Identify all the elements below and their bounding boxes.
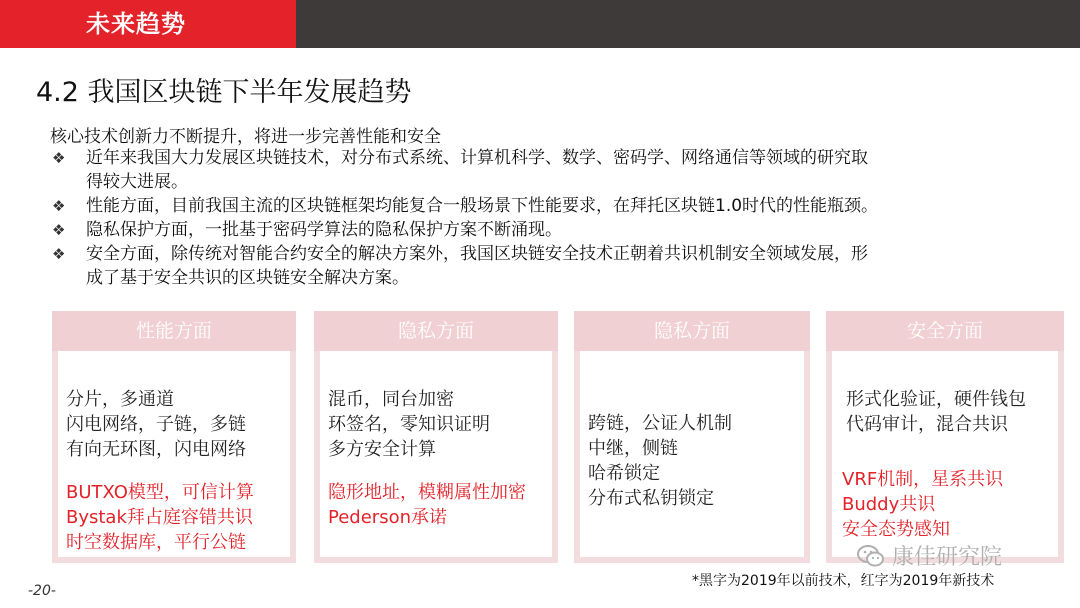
bullet-text: 性能方面，目前我国主流的区块链框架均能复合一般场景下性能要求，在拜托区块链1.0时代的性能瓶颈。 bbox=[86, 196, 879, 216]
card-title: 安全方面 bbox=[826, 311, 1064, 351]
card-red-list bbox=[66, 480, 286, 555]
slide-subtitle: 核心技术创新力不断提升，将进一步完善性能和安全 bbox=[50, 127, 441, 147]
card-item: 跨链，公证人机制 bbox=[588, 413, 732, 434]
card-black-list bbox=[588, 411, 800, 511]
bullet-text: 近年来我国大力发展区块链技术，对分布式系统、计算机科学、数学、密码学、网络通信等领域的研究取 bbox=[86, 148, 868, 168]
card-item: 哈希锁定 bbox=[588, 463, 660, 484]
bullet-item bbox=[50, 218, 1060, 242]
card-item: 有向无环图，闪电网络 bbox=[66, 439, 246, 460]
card-privacy-2 bbox=[574, 311, 810, 563]
bullet-text: 成了基于安全共识的区块链安全解决方案。 bbox=[86, 268, 409, 288]
card-item: 隐形地址，模糊属性加密 bbox=[328, 482, 526, 503]
page-number: -20- bbox=[28, 583, 56, 599]
card-title: 隐私方面 bbox=[314, 311, 558, 351]
watermark bbox=[856, 540, 1002, 571]
bullet-list bbox=[50, 146, 1060, 290]
card-item: 时空数据库，平行公链 bbox=[66, 532, 246, 553]
card-item: 多方安全计算 bbox=[328, 439, 436, 460]
diamond-bullet-icon: ❖ bbox=[52, 245, 66, 263]
card-black-list bbox=[66, 387, 286, 462]
card-item: 环签名，零知识证明 bbox=[328, 414, 490, 435]
bullet-item bbox=[50, 242, 1060, 290]
card-item: Buddy共识 bbox=[842, 494, 936, 515]
bullet-text: 安全方面，除传统对智能合约安全的解决方案外，我国区块链安全技术正朝着共识机制安全领域发展，形 bbox=[86, 244, 868, 264]
card-item: Bystak拜占庭容错共识 bbox=[66, 507, 253, 528]
watermark-text: 康佳研究院 bbox=[892, 545, 1003, 570]
slide-title: 4.2 我国区块链下半年发展趋势 bbox=[36, 77, 412, 108]
section-label: 未来趋势 bbox=[0, 0, 296, 48]
card-item: 形式化验证，硬件钱包 bbox=[846, 389, 1026, 410]
diamond-bullet-icon: ❖ bbox=[52, 221, 66, 239]
card-item: 中继，侧链 bbox=[588, 438, 678, 459]
bullet-text: 隐私保护方面，一批基于密码学算法的隐私保护方案不断涌现。 bbox=[86, 220, 562, 240]
card-item: Pederson承诺 bbox=[328, 507, 447, 528]
card-item: 分片，多通道 bbox=[66, 389, 174, 410]
footnote: *黑字为2019年以前技术，红字为2019年新技术 bbox=[692, 573, 995, 589]
card-red-list bbox=[328, 480, 548, 530]
diamond-bullet-icon: ❖ bbox=[52, 149, 66, 167]
card-black-list bbox=[846, 387, 1054, 437]
card-item: BUTXO模型，可信计算 bbox=[66, 482, 254, 503]
card-item: 安全态势感知 bbox=[842, 519, 950, 540]
card-item: 代码审计，混合共识 bbox=[846, 414, 1008, 435]
card-title: 隐私方面 bbox=[574, 311, 810, 351]
card-performance bbox=[52, 311, 296, 563]
card-item: VRF机制，星系共识 bbox=[842, 469, 1004, 490]
top-bar bbox=[0, 0, 1080, 48]
card-black-list bbox=[328, 387, 548, 462]
card-item: 混币，同台加密 bbox=[328, 389, 454, 410]
card-red-list bbox=[842, 467, 1054, 542]
card-title: 性能方面 bbox=[52, 311, 296, 351]
bullet-item bbox=[50, 194, 1060, 218]
bullet-item bbox=[50, 146, 1060, 194]
diamond-bullet-icon: ❖ bbox=[52, 197, 66, 215]
card-item: 闪电网络，子链，多链 bbox=[66, 414, 246, 435]
card-item: 分布式私钥锁定 bbox=[588, 488, 714, 509]
card-privacy-1 bbox=[314, 311, 558, 563]
wechat-icon bbox=[856, 541, 886, 571]
card-security bbox=[826, 311, 1064, 563]
bullet-text: 得较大进展。 bbox=[86, 172, 188, 192]
